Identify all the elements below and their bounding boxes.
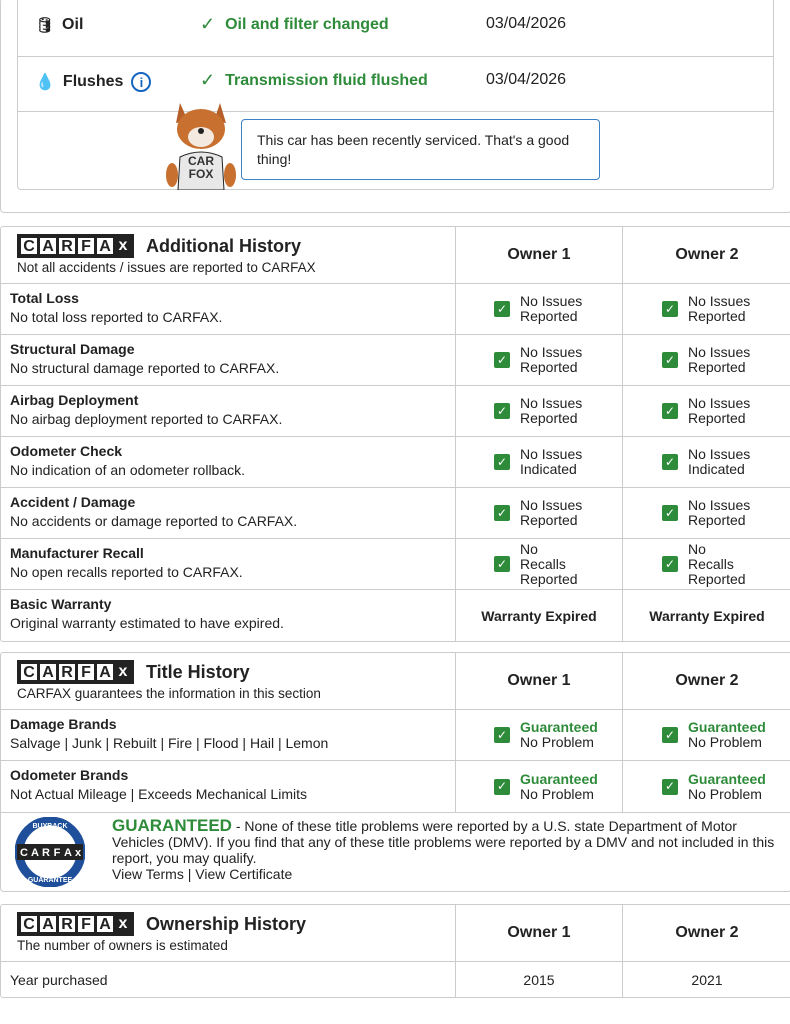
section-title: Title History — [146, 661, 250, 682]
status-line-2: Indicated — [520, 461, 577, 477]
status-line-2: No Problem — [520, 734, 594, 750]
table-row — [1, 539, 790, 590]
oil-can-icon: 🛢 — [35, 17, 55, 34]
row-description: No structural damage reported to CARFAX. — [10, 360, 280, 376]
row-description: No accidents or damage reported to CARFAX. — [10, 513, 298, 529]
row-name: Odometer Check — [10, 443, 123, 459]
owner-1-header: Owner 1 — [456, 653, 623, 709]
service-description: Oil and filter changed — [225, 15, 389, 33]
buyback-guarantee — [0, 810, 790, 892]
mascot-speech-bubble: This car has been recently serviced. That's a good thing! — [241, 119, 600, 180]
checkbox-checked-icon: ✓ — [662, 556, 678, 572]
status-line-2: Reported — [520, 308, 578, 324]
owner-1-header: Owner 1 — [456, 905, 623, 961]
row-name: Total Loss — [10, 290, 79, 306]
row-description: No airbag deployment reported to CARFAX. — [10, 411, 283, 427]
svg-text:F: F — [53, 847, 61, 859]
owner-2-status — [623, 488, 790, 538]
status-line-2: No Problem — [520, 785, 594, 802]
status-line-1: No Recalls — [520, 540, 566, 572]
check-icon: ✓ — [200, 70, 216, 90]
checkbox-checked-icon: ✓ — [494, 403, 510, 419]
checkbox-checked-icon: ✓ — [494, 779, 510, 795]
status-line-1: No Issues — [520, 293, 583, 309]
carfax-logo: C A R F A x — [17, 660, 134, 684]
status-line-1: No Issues — [520, 344, 583, 360]
service-date: 03/04/2026 — [486, 71, 567, 88]
row-description: No open recalls reported to CARFAX. — [10, 564, 243, 580]
svg-text:CAR: CAR — [188, 154, 214, 168]
owner-2-status — [623, 386, 790, 436]
checkbox-checked-icon: ✓ — [662, 779, 678, 795]
row-description: Not Actual Mileage | Exceeds Mechanical Limits — [10, 786, 307, 802]
owner-1-status — [456, 284, 623, 334]
service-category: Flushes — [62, 73, 124, 90]
service-row-flushes — [18, 57, 773, 112]
guarantee-text: - None of these title problems were reported by a U.S. state Department of Motor Vehicles (DMV). If you find that any of these title problems were reported by a DMV and not included in this report, you may qualify. — [112, 818, 775, 866]
carfax-logo: C A R F A x — [17, 234, 134, 258]
status-line-2: Reported — [520, 512, 578, 528]
owner-1-header: Owner 1 — [456, 227, 623, 283]
checkbox-checked-icon: ✓ — [494, 454, 510, 470]
checkbox-checked-icon: ✓ — [662, 301, 678, 317]
status-line-2: Indicated — [688, 461, 745, 477]
checkbox-checked-icon: ✓ — [494, 505, 510, 521]
status-line-1: Guaranteed — [688, 719, 766, 735]
additional-history-table — [0, 226, 790, 642]
service-description: Transmission fluid flushed — [225, 71, 428, 89]
owner-1-status — [456, 335, 623, 385]
ownership-history-table — [0, 904, 790, 998]
svg-text:A: A — [64, 847, 72, 859]
status-line-1: No Issues — [688, 446, 751, 462]
view-certificate-link[interactable]: View Certificate — [195, 866, 293, 882]
svg-text:A: A — [31, 847, 39, 859]
view-terms-link[interactable]: View Terms — [112, 866, 184, 882]
owner-2-status — [623, 761, 790, 812]
svg-text:C: C — [20, 847, 28, 859]
svg-text:FOX: FOX — [188, 167, 214, 181]
owner-2-header: Owner 2 — [675, 672, 739, 689]
owner-2-status — [623, 437, 790, 487]
status-line-2: No Problem — [688, 734, 762, 750]
link-separator: | — [183, 866, 196, 882]
status-line-1: No Issues — [520, 395, 583, 411]
status-line-2: Reported — [688, 570, 746, 587]
owner-2-value: 2021 — [691, 971, 723, 988]
carfax-logo: C A R F A x — [17, 912, 134, 936]
owner-1-status — [456, 386, 623, 436]
guaranteed-heading: GUARANTEED — [112, 816, 232, 835]
service-category: Oil — [62, 16, 84, 33]
owner-2-header: Owner 2 — [675, 246, 739, 263]
row-name: Airbag Deployment — [10, 392, 139, 408]
status-line-2: No Problem — [688, 785, 762, 802]
table-row — [1, 386, 790, 437]
drop-icon: 💧 — [35, 74, 55, 91]
section-subtitle: Not all accidents / issues are reported to CARFAX — [17, 260, 316, 275]
owner-1-status — [456, 437, 623, 487]
title-history-table — [0, 652, 790, 813]
section-title: Additional History — [146, 235, 302, 256]
table-header — [1, 227, 790, 284]
owner-2-header: Owner 2 — [675, 924, 739, 941]
table-row — [1, 284, 790, 335]
row-description: Original warranty estimated to have expired. — [10, 615, 284, 631]
row-name: Damage Brands — [10, 716, 117, 732]
owner-2-status — [623, 710, 790, 760]
status-line-1: No Issues — [520, 497, 583, 513]
checkbox-checked-icon: ✓ — [494, 301, 510, 317]
status-line-2: Reported — [688, 308, 746, 324]
owner-2-status — [623, 335, 790, 385]
table-row-warranty — [1, 590, 790, 641]
status-line-2: Reported — [520, 359, 578, 375]
table-header — [1, 905, 790, 962]
owner-1-status — [456, 539, 623, 589]
carfox-mascot-image — [158, 95, 244, 190]
owner-2-status — [623, 539, 790, 589]
table-row — [1, 437, 790, 488]
checkbox-checked-icon: ✓ — [662, 454, 678, 470]
row-name: Odometer Brands — [10, 767, 129, 783]
owner-1-status — [456, 488, 623, 538]
status-line-1: No Issues — [520, 446, 583, 462]
status-line-1: No Recalls — [688, 540, 734, 572]
checkbox-checked-icon: ✓ — [494, 727, 510, 743]
status-line-1: No Issues — [688, 344, 751, 360]
row-name: Accident / Damage — [10, 494, 136, 510]
owner-2-status — [623, 284, 790, 334]
status-line-1: Guaranteed — [520, 719, 598, 735]
table-row — [1, 761, 790, 812]
checkbox-checked-icon: ✓ — [662, 505, 678, 521]
status-line-2: Reported — [520, 570, 578, 587]
svg-text:BUYBACK: BUYBACK — [32, 823, 68, 830]
row-description: Salvage | Junk | Rebuilt | Fire | Flood | Hail | Lemon — [10, 735, 329, 751]
owner-1-status — [456, 761, 623, 812]
section-title: Ownership History — [146, 913, 307, 934]
section-subtitle: The number of owners is estimated — [17, 938, 228, 953]
owner-1-status — [456, 710, 623, 760]
svg-text:GUARANTEE: GUARANTEE — [27, 877, 73, 884]
status-line-1: Guaranteed — [520, 770, 598, 787]
status-line-2: Reported — [688, 359, 746, 375]
status-line-1: Guaranteed — [688, 770, 766, 787]
owner-1-status: Warranty Expired — [456, 590, 623, 641]
checkbox-checked-icon: ✓ — [494, 556, 510, 572]
row-description: No total loss reported to CARFAX. — [10, 309, 223, 325]
status-line-2: Reported — [520, 410, 578, 426]
buyback-guarantee-seal — [15, 817, 85, 887]
table-row — [1, 488, 790, 539]
section-subtitle: CARFAX guarantees the information in this section — [17, 686, 321, 701]
table-row-year-purchased — [1, 962, 790, 997]
table-row — [1, 335, 790, 386]
status-line-2: Reported — [688, 512, 746, 528]
table-row — [1, 710, 790, 761]
row-name: Basic Warranty — [10, 596, 112, 612]
checkbox-checked-icon: ✓ — [662, 403, 678, 419]
status-line-1: No Issues — [688, 497, 751, 513]
status-line-2: Reported — [688, 410, 746, 426]
svg-text:R: R — [42, 847, 50, 859]
row-name: Structural Damage — [10, 341, 135, 357]
status-line-1: No Issues — [688, 293, 751, 309]
checkbox-checked-icon: ✓ — [494, 352, 510, 368]
owner-2-status: Warranty Expired — [649, 607, 765, 624]
status-line-1: No Issues — [688, 395, 751, 411]
row-name: Year purchased — [1, 962, 456, 997]
svg-text:x: x — [74, 847, 82, 859]
row-name: Manufacturer Recall — [10, 545, 144, 561]
info-icon[interactable]: i — [131, 72, 151, 92]
service-row-oil — [18, 0, 773, 57]
checkbox-checked-icon: ✓ — [662, 352, 678, 368]
row-description: No indication of an odometer rollback. — [10, 462, 246, 478]
table-header — [1, 653, 790, 710]
service-date: 03/04/2026 — [486, 15, 567, 32]
checkbox-checked-icon: ✓ — [662, 727, 678, 743]
owner-1-value: 2015 — [456, 962, 623, 997]
check-icon: ✓ — [200, 14, 216, 34]
